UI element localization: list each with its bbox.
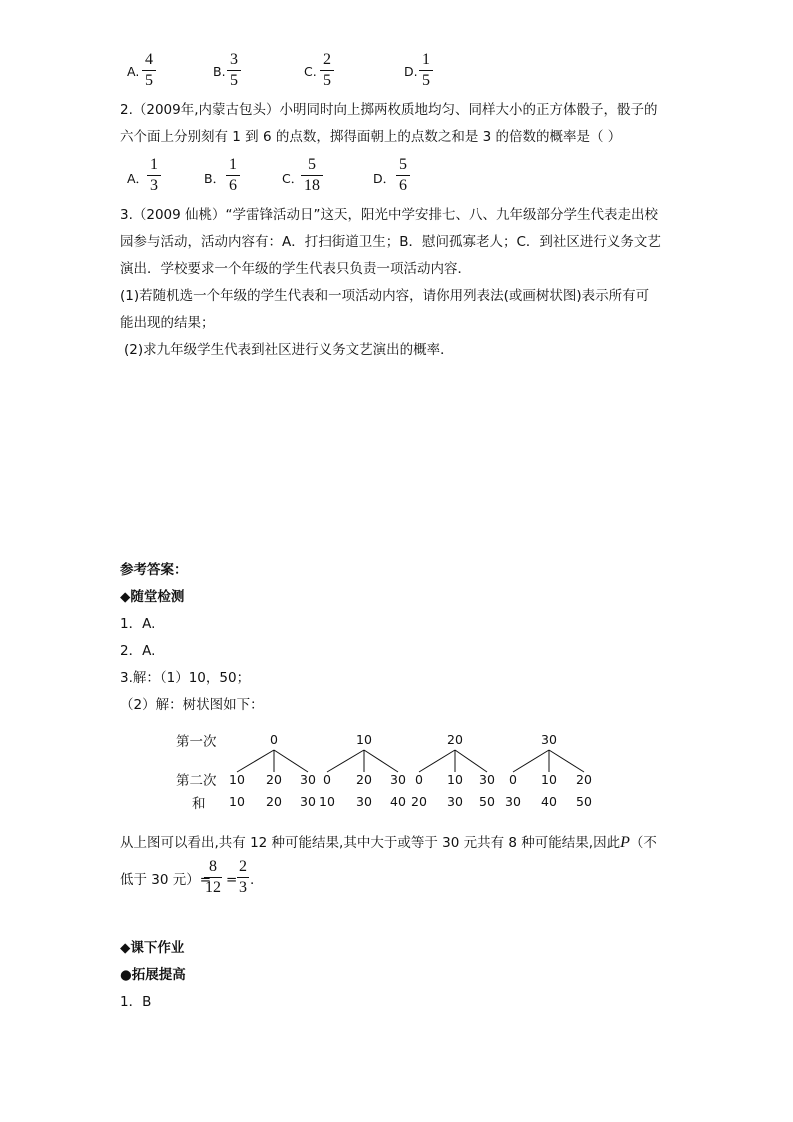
q2-option-b-fraction: 1 6 xyxy=(226,156,240,195)
probability-symbol: P xyxy=(620,834,630,851)
tree-label-second: 第二次 xyxy=(176,773,217,789)
tree-branch-line xyxy=(327,750,364,772)
q1-option-c-letter: C. xyxy=(304,64,317,79)
homework-answer-1: 1．B xyxy=(120,994,152,1010)
q1-option-a-letter: A. xyxy=(127,64,140,79)
q2-option-c-letter: C． xyxy=(282,171,304,186)
tree-branch-line xyxy=(419,750,455,772)
tree-sum-node: 30 xyxy=(447,794,463,809)
answer-3: 3.解：（1）10，50； xyxy=(120,670,251,686)
homework-subsection-heading: ●拓展提高 xyxy=(120,967,186,983)
tree-branch-line xyxy=(274,750,308,772)
tree-second-node: 0 xyxy=(509,772,517,787)
tree-second-node: 0 xyxy=(415,772,423,787)
q3-sub1-line2: 能出现的结果； xyxy=(120,315,215,331)
tree-second-node: 30 xyxy=(300,772,316,787)
conclusion-fraction-8-12: 8 12 xyxy=(205,858,221,896)
q2-option-a-fraction: 1 3 xyxy=(147,156,161,195)
conclusion-line2: 低于 30 元）= xyxy=(120,872,212,888)
conclusion-line1 xyxy=(120,833,657,853)
q3-sub1-line1: (1)若随机选一个年级的学生代表和一项活动内容，请你用列表法(或画树状图)表示所有可 xyxy=(120,288,650,304)
q2-option-c-fraction: 5 18 xyxy=(301,156,323,195)
q2-line2: 六个面上分别刻有 1 到 6 的点数，掷得面朝上的点数之和是 3 的倍数的概率是（ ） xyxy=(120,129,622,145)
tree-sum-node: 40 xyxy=(541,794,557,809)
conclusion-text-a: 从上图可以看出,共有 12 种可能结果,其中大于或等于 30 元共有 8 种可能结果,因此 xyxy=(120,835,621,851)
q1-option-d-fraction: 1 5 xyxy=(419,51,433,90)
homework-section-heading: ◆课下作业 xyxy=(120,940,185,956)
tree-second-node: 30 xyxy=(479,772,495,787)
q2-option-b-letter: B． xyxy=(204,171,226,186)
tree-sum-node: 20 xyxy=(266,794,282,809)
tree-second-node: 10 xyxy=(229,772,245,787)
tree-sum-node: 30 xyxy=(505,794,521,809)
tree-branch-line xyxy=(364,750,398,772)
tree-sum-node: 30 xyxy=(300,794,316,809)
q3-line1: 3.（2009 仙桃）“学雷锋活动日”这天，阳光中学安排七、八、九年级部分学生代表走出校 xyxy=(120,207,659,223)
tree-label-sum: 和 xyxy=(192,796,206,812)
tree-sum-node: 40 xyxy=(390,794,406,809)
tree-root-node: 10 xyxy=(356,732,372,747)
q1-option-d-letter: D. xyxy=(404,64,418,79)
tree-branch-line xyxy=(237,750,274,772)
answer-1: 1．A. xyxy=(120,616,156,632)
q1-option-a-fraction: 4 5 xyxy=(142,51,156,90)
conclusion-fraction-2-3: 2 3 xyxy=(239,858,247,896)
tree-second-node: 30 xyxy=(390,772,406,787)
tree-root-node: 0 xyxy=(270,732,278,747)
tree-second-node: 20 xyxy=(576,772,592,787)
tree-branch-line xyxy=(455,750,487,772)
tree-branch-line xyxy=(513,750,549,772)
tree-branch-line xyxy=(549,750,584,772)
tree-sum-node: 10 xyxy=(319,794,335,809)
conclusion-equals: = xyxy=(226,872,238,888)
conclusion-period: . xyxy=(250,872,255,888)
answers-title: 参考答案： xyxy=(120,562,188,578)
q2-option-a-letter: A． xyxy=(127,171,149,186)
q1-option-c-fraction: 2 5 xyxy=(320,51,334,90)
tree-sum-node: 10 xyxy=(229,794,245,809)
tree-label-first: 第一次 xyxy=(176,734,217,750)
q3-sub2: (2)求九年级学生代表到社区进行义务文艺演出的概率． xyxy=(124,342,454,358)
tree-root-node: 30 xyxy=(541,732,557,747)
q2-option-d-letter: D． xyxy=(373,171,396,186)
tree-second-node: 0 xyxy=(323,772,331,787)
tree-sum-node: 20 xyxy=(411,794,427,809)
tree-second-node: 10 xyxy=(541,772,557,787)
tree-sum-node: 50 xyxy=(576,794,592,809)
tree-sum-node: 30 xyxy=(356,794,372,809)
tree-second-node: 20 xyxy=(356,772,372,787)
q1-option-b-letter: B. xyxy=(213,64,226,79)
answer-2: 2．A. xyxy=(120,643,156,659)
conclusion-text-b: （不 xyxy=(629,835,657,851)
q1-option-b-fraction: 3 5 xyxy=(227,51,241,90)
answer-3b: （2）解：树状图如下： xyxy=(120,697,264,713)
tree-root-node: 20 xyxy=(447,732,463,747)
tree-sum-node: 50 xyxy=(479,794,495,809)
answers-section-heading: ◆随堂检测 xyxy=(120,589,185,605)
q2-option-d-fraction: 5 6 xyxy=(396,156,410,195)
q3-line3: 演出．学校要求一个年级的学生代表只负责一项活动内容． xyxy=(120,261,471,277)
q2-line1: 2.（2009年,内蒙古包头）小明同时向上掷两枚质地均匀、同样大小的正方体骰子，骰子的 xyxy=(120,102,658,118)
tree-second-node: 10 xyxy=(447,772,463,787)
q3-line2: 园参与活动，活动内容有：A．打扫街道卫生；B．慰问孤寡老人；C．到社区进行义务文艺 xyxy=(120,234,661,250)
tree-second-node: 20 xyxy=(266,772,282,787)
